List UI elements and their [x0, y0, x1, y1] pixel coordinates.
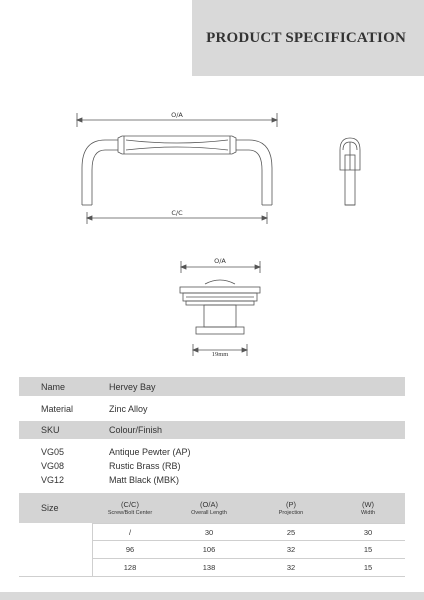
name-row	[19, 377, 405, 396]
material-label: Material	[41, 403, 74, 414]
sku-finish: Matt Black (MBK)	[109, 475, 180, 485]
sku-code: VG12	[41, 475, 65, 485]
table-row: 96 106 32 15	[93, 541, 405, 559]
size-col-cc: (C/C) Screw/Bolt Center	[107, 500, 153, 516]
sku-code: VG05	[41, 447, 65, 457]
size-col-oa: (O/A) Overall Length	[191, 500, 227, 516]
knob-drawing	[180, 261, 260, 356]
handle-side-drawing	[340, 138, 360, 205]
name-label: Name	[41, 381, 66, 392]
size-label: Size	[41, 503, 59, 513]
sku-finish: Antique Pewter (AP)	[109, 447, 191, 457]
sku-code: VG08	[41, 461, 65, 471]
sku-finish: Rustic Brass (RB)	[109, 461, 181, 471]
sku-row	[19, 421, 405, 439]
material-value: Zinc Alloy	[109, 403, 148, 414]
knob-overall-label: O/A	[214, 257, 226, 265]
knob-base-label: 19mm	[211, 351, 229, 358]
size-col-projection: (P) Projection	[278, 500, 304, 516]
size-blank-cell	[19, 523, 93, 577]
handle-cc-label: C/C	[171, 209, 183, 217]
handle-overall-label: O/A	[171, 111, 183, 119]
sku-colour-header: Colour/Finish	[109, 425, 163, 435]
page-title: PRODUCT SPECIFICATION	[206, 30, 406, 46]
sku-label: SKU	[41, 425, 60, 435]
handle-front-drawing	[77, 113, 277, 224]
name-value: Hervey Bay	[109, 381, 156, 392]
material-row	[19, 396, 405, 421]
size-col-width: (W) Width	[360, 500, 376, 516]
sku-list	[19, 439, 405, 493]
size-table-body	[19, 523, 405, 577]
table-row: 128 138 32 15	[93, 559, 405, 577]
spec-table	[19, 377, 405, 577]
footer-bar	[0, 592, 424, 600]
table-row: / 30 25 30	[93, 523, 405, 541]
size-header-row	[19, 493, 405, 523]
